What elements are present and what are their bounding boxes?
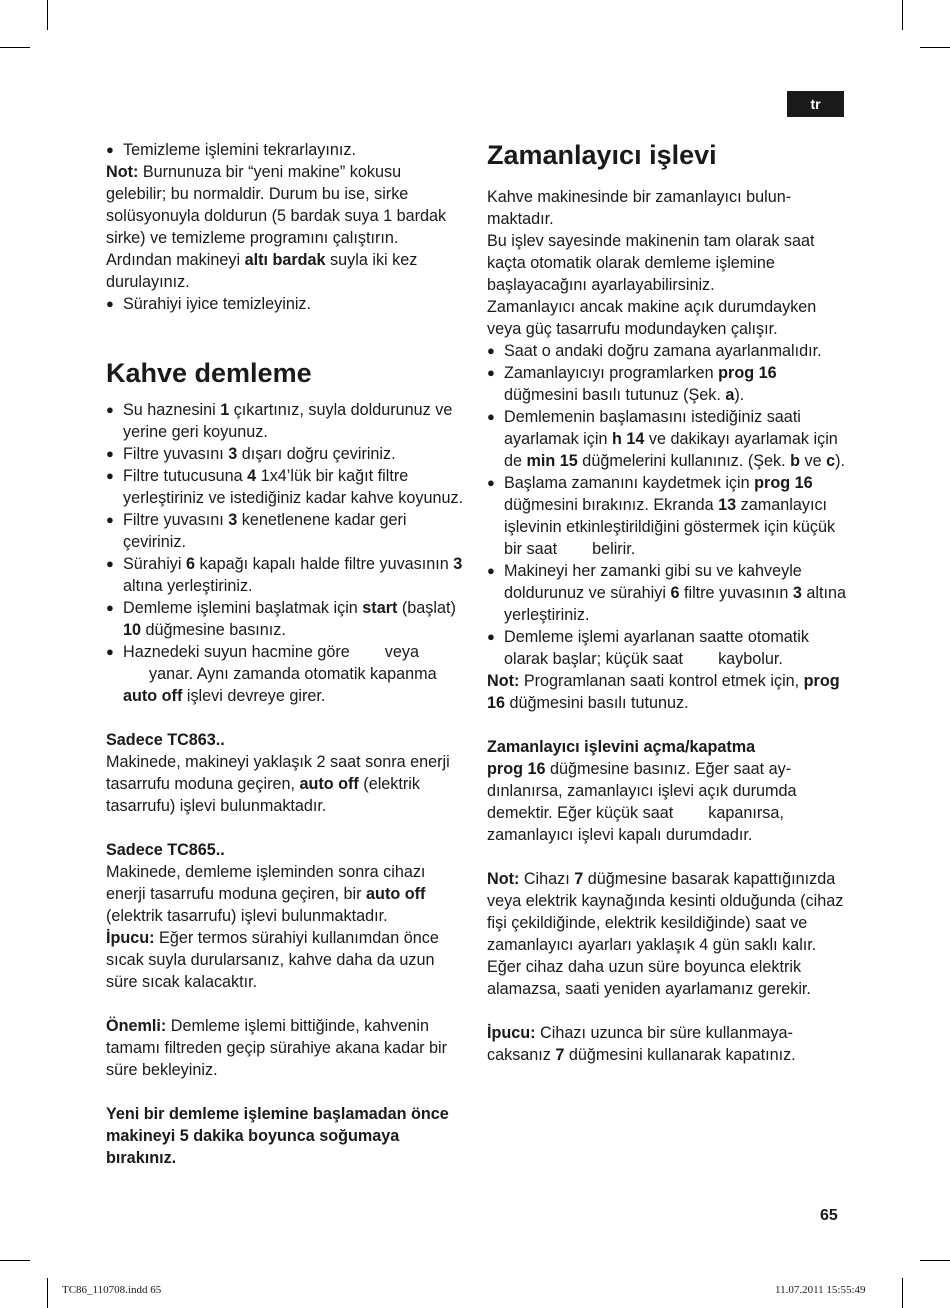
paragraph: prog 16 düğmesine basınız. Eğer saat aydınlanırsa, zamanlayıcı işlevi açık durumda demektir. Eğer küçük saat kapanırsa, zamanlayıcı işlevi kapalı durumdadır. [487,760,797,844]
paragraph: Zamanlayıcı ancak makine açık durumdayken veya güç tasarrufu modundayken çalışır. [487,298,817,338]
list-item: ● Temizleme işlemini tekrarlayınız. [106,139,464,161]
crop-mark [920,1260,950,1261]
important-paragraph: Önemli: Demleme işlemi bittiğinde, kahvenin tamamı filtreden geçip sürahiye akana kadar bir süre bekleyiniz. [106,1017,448,1079]
paragraph: Bu işlev sayesinde makinenin tam olarak saat kaçta otomatik olarak demleme işlemine başlayacağını ayarlayabilirsiniz. [487,232,815,294]
list-item: ● Saat o andaki doğru zamana ayarlanmalıdır. [487,340,847,362]
list-item: ● Su haznesini 1 çıkartınız, suyla doldurunuz ve yerine geri koyunuz. [106,399,464,443]
warning-paragraph: Yeni bir demleme işlemine başlamadan önce makineyi 5 dakika boyunca soğumaya bırakınız. [106,1105,449,1167]
list-item: ● Başlama zamanını kaydetmek için prog 16 düğmesini bırakınız. Ekranda 13 zamanlayıcı işlevinin etkinleştirildiğini göstermek için küçük bir saat belirir. [487,472,847,560]
list-item: ● Demleme işlemi ayarlanan saatte otomatik olarak başlar; küçük saat kaybolur. [487,626,847,670]
list-item: ● Filtre yuvasını 3 dışarı doğru çeviriniz. [106,443,464,465]
crop-mark [902,1278,903,1308]
list-item: ● Zamanlayıcıyı programlarken prog 16 düğmesini basılı tutunuz (Şek. a). [487,362,847,406]
timer-steps [487,340,847,670]
intro-list [106,139,464,161]
intro-list [106,293,464,315]
crop-mark [902,0,903,30]
paragraph: Makinede, makineyi yaklaşık 2 saat sonra enerji tasarrufu moduna geçiren, auto off (elektrik tasarrufu) işlevi bulunmaktadır. [106,753,450,815]
list-item: ● Demleme işlemini başlatmak için start (başlat) 10 düğmesine basınız. [106,597,464,641]
brewing-steps [106,399,464,707]
paragraph: Makinede, demleme işleminden sonra cihazı enerji tasarrufu moduna geçiren, bir auto off (elektrik tasarrufu) işlevi bulunmaktadır. [106,863,426,925]
crop-mark [0,1260,30,1261]
crop-mark [47,0,48,30]
list-item: ● Filtre tutucusuna 4 1x4’lük bir kağıt filtre yerleştiriniz ve istediğiniz kadar kahve koyunuz. [106,465,464,509]
note-paragraph: Not: Programlanan saati kontrol etmek için, prog 16 düğmesini basılı tutunuz. [487,672,840,712]
page-number: 65 [820,1207,838,1224]
right-column [487,139,847,1066]
list-item: ● Sürahiyi iyice temizleyiniz. [106,293,464,315]
crop-mark [920,47,950,48]
paragraph: Kahve makinesinde bir zamanlayıcı bulunmaktadır. [487,188,792,228]
left-column [106,139,464,1169]
tip-paragraph: İpucu: Eğer termos sürahiyi kullanımdan önce sıcak suyla durularsanız, kahve daha da uzun süre sıcak kalacaktır. [106,929,439,991]
section-heading: Kahve demleme [106,358,312,388]
language-tab: tr [787,91,844,117]
crop-mark [0,47,30,48]
subsection-title: Zamanlayıcı işlevini açma/kapatma [487,738,756,756]
section-heading: Zamanlayıcı işlevi [487,140,717,170]
note-paragraph: Not: Cihazı 7 düğmesine basarak kapattığınızda veya elektrik kaynağında kesinti olduğunda (cihaz fişi çekildiğinde, elektrik kesildiğinde) saat ve zamanlayıcı ayarları yaklaşık 4 gün saklı kalır. Eğer cihaz daha uzun süre boyunca elektrik alamazsa, saati yeniden ayarlamanız gerekir. [487,870,844,998]
list-item: ● Filtre yuvasını 3 kenetlenene kadar geri çeviriniz. [106,509,464,553]
crop-mark [47,1278,48,1308]
list-item: ● Demlemenin başlamasını istediğiniz saati ayarlamak için h 14 ve dakikayı ayarlamak için de min 15 düğmelerini kullanınız. (Şek. b ve c). [487,406,847,472]
note-paragraph: Not: Burnunuza bir “yeni makine” kokusu gelebilir; bu normaldir. Durum bu ise, sirke solüsyonuyla doldurun (5 bardak suya 1 bardak sirke) ve temizleme programını çalıştırın. Ardından makineyi altı bardak suyla iki kez durulayınız. [106,163,447,291]
subsection-title: Sadece TC863.. [106,731,225,749]
slug-datetime: 11.07.2011 15:55:49 [775,1284,866,1296]
list-item: ● Makineyi her zamanki gibi su ve kahveyle doldurunuz ve sürahiyi 6 filtre yuvasının 3 altına yerleştiriniz. [487,560,847,626]
slug-file: TC86_110708.indd 65 [62,1284,162,1296]
list-item: ● Haznedeki suyun hacmine göre veya yanar. Aynı zamanda otomatik kapanma auto off işlevi devreye girer. [106,641,464,707]
tip-paragraph: İpucu: Cihazı uzunca bir süre kullanmayacaksanız 7 düğmesini kullanarak kapatınız. [487,1024,796,1064]
subsection-title: Sadece TC865.. [106,841,225,859]
list-item: ● Sürahiyi 6 kapağı kapalı halde filtre yuvasının 3 altına yerleştiriniz. [106,553,464,597]
